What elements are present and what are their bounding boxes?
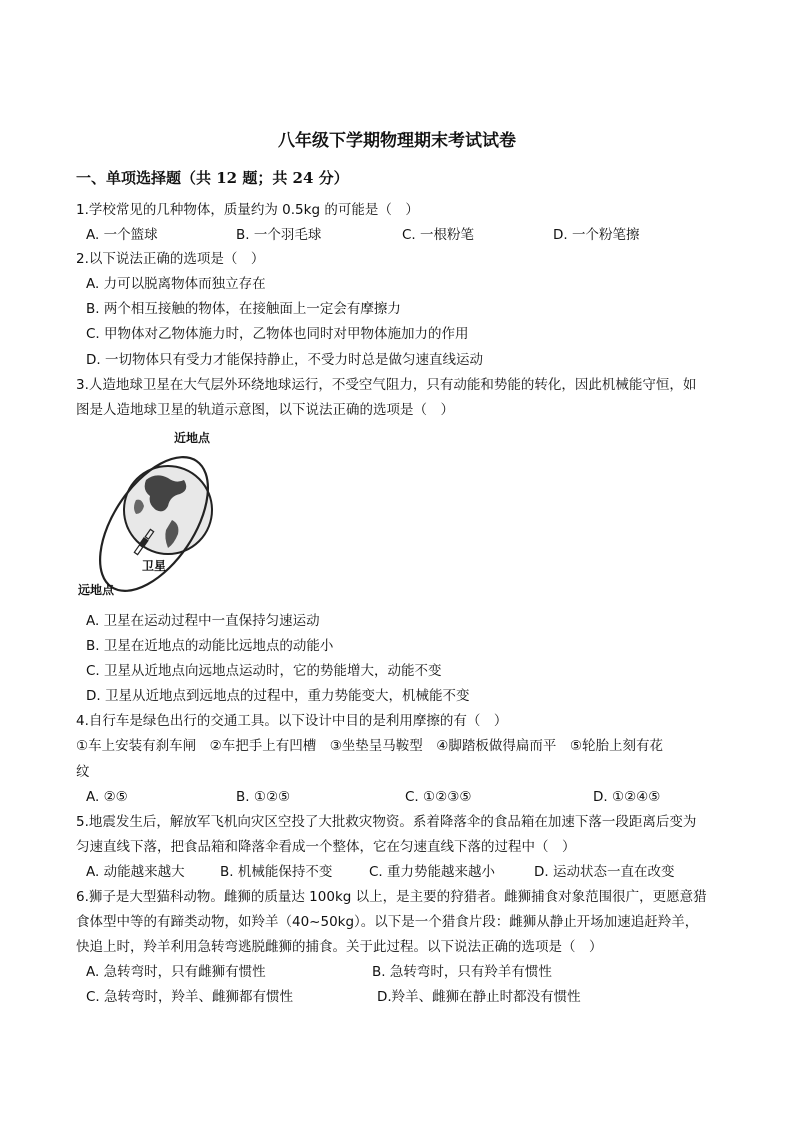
q5-option-a: A. 动能越来越大 [86,864,185,880]
q2-option-d: D. 一切物体只有受力才能保持静止，不受力时总是做匀速直线运动 [86,352,483,368]
perigee-label: 近地点 [174,431,211,445]
question-3-stem-line1: 3.人造地球卫星在大气层外环绕地球运行，不受空气阻力，只有动能和势能的转化，因此机械能守恒，如 [76,377,697,393]
q4-option-b: B. ①②⑤ [236,789,291,805]
q6-option-a: A. 急转弯时，只有雌狮有惯性 [86,964,266,980]
q5-option-b: B. 机械能保持不变 [220,864,333,880]
q2-option-a: A. 力可以脱离物体而独立存在 [86,276,266,292]
q6-option-b: B. 急转弯时，只有羚羊有惯性 [372,964,552,980]
question-2-stem: 2.以下说法正确的选项是（ ） [76,251,265,267]
question-3-stem-line2: 图是人造地球卫星的轨道示意图，以下说法正确的选项是（ ） [76,402,454,418]
q4-option-c: C. ①②③⑤ [405,789,472,805]
q6-option-c: C. 急转弯时，羚羊、雌狮都有惯性 [86,989,294,1005]
q1-option-a: A. 一个篮球 [86,227,158,243]
q3-option-d: D. 卫星从近地点到远地点的过程中，重力势能变大，机械能不变 [86,688,470,704]
question-4-items-line1: ①车上安装有刹车闸 ②车把手上有凹槽 ③坐垫呈马鞍型 ④脚踏板做得扁而平 ⑤轮胎上刻有花 [76,738,664,754]
q3-option-a: A. 卫星在运动过程中一直保持匀速运动 [86,613,320,629]
q3-option-c: C. 卫星从近地点向远地点运动时，它的势能增大，动能不变 [86,663,442,679]
question-5-stem-line1: 5.地震发生后，解放军飞机向灾区空投了大批救灾物资。系着降落伞的食品箱在加速下落一段距离后变为 [76,814,697,830]
question-1-stem: 1.学校常见的几种物体，质量约为 0.5kg 的可能是（ ） [76,202,419,218]
q2-option-c: C. 甲物体对乙物体施力时，乙物体也同时对甲物体施加力的作用 [86,326,469,342]
question-6-stem-line3: 快追上时，羚羊利用急转弯逃脱雌狮的捕食。关于此过程。以下说法正确的选项是（ ） [76,939,603,955]
q4-option-a: A. ②⑤ [86,789,128,805]
q3-option-b: B. 卫星在近地点的动能比远地点的动能小 [86,638,334,654]
q6-option-d: D.羚羊、雌狮在静止时都没有惯性 [377,989,581,1005]
satellite-orbit-figure [76,430,216,598]
q1-option-b: B. 一个羽毛球 [236,227,322,243]
page-title: 八年级下学期物理期末考试试卷 [278,131,516,151]
q2-option-b: B. 两个相互接触的物体，在接触面上一定会有摩擦力 [86,301,401,317]
question-6-stem-line2: 食体型中等的有蹄类动物，如羚羊（40~50kg）。以下是一个猎食片段：雌狮从静止开场加速追赶羚羊， [76,914,699,930]
section-heading: 一、单项选择题（共 12 题；共 24 分） [76,169,349,187]
q5-option-d: D. 运动状态一直在改变 [534,864,675,880]
question-5-stem-line2: 匀速直线下落，把食品箱和降落伞看成一个整体，它在匀速直线下落的过程中（ ） [76,839,576,855]
question-6-stem-line1: 6.狮子是大型猫科动物。雌狮的质量达 100kg 以上，是主要的狩猎者。雌狮捕食对象范围很广，更愿意猎 [76,889,707,905]
apogee-label: 远地点 [78,583,115,597]
question-4-stem: 4.自行车是绿色出行的交通工具。以下设计中目的是利用摩擦的有（ ） [76,713,508,729]
q4-option-d: D. ①②④⑤ [593,789,661,805]
satellite-label: 卫星 [142,559,167,573]
question-4-items-line2: 纹 [76,764,90,780]
q1-option-c: C. 一根粉笔 [402,227,475,243]
q5-option-c: C. 重力势能越来越小 [369,864,496,880]
orbit-diagram [76,430,216,598]
q1-option-d: D. 一个粉笔擦 [553,227,640,243]
